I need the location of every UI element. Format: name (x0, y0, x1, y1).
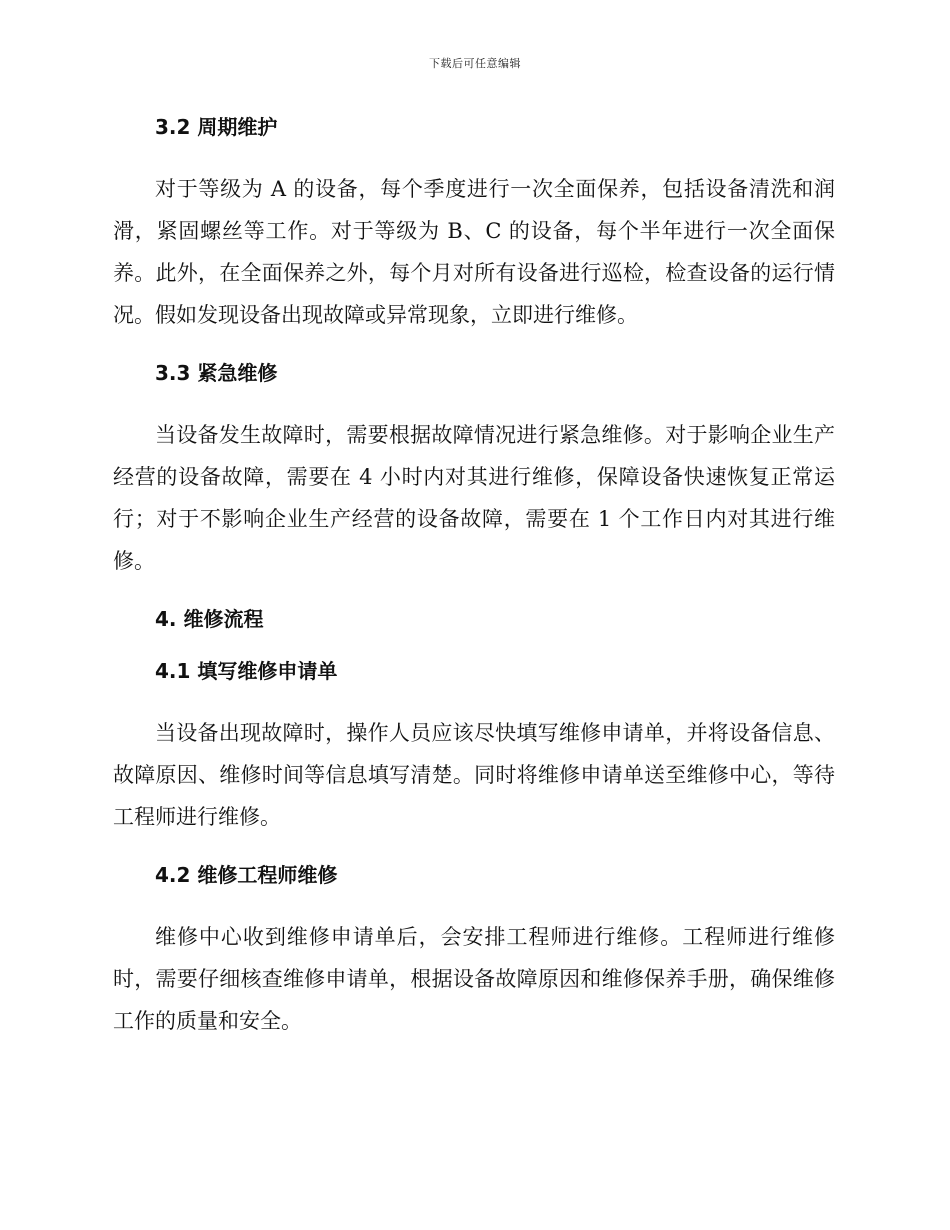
section-paragraph-3-2: 对于等级为 A 的设备，每个季度进行一次全面保养，包括设备清洗和润滑，紧固螺丝等工作。对于等级为 B、C 的设备，每个半年进行一次全面保养。此外，在全面保养之外，每个月对所有设备进行巡检，检查设备的运行情况。假如发现设备出现故障或异常现象，立即进行维修。 (113, 177, 835, 327)
section-paragraph-4-1: 当设备出现故障时，操作人员应该尽快填写维修申请单，并将设备信息、故障原因、维修时间等信息填写清楚。同时将维修申请单送至维修中心，等待工程师进行维修。 (113, 721, 835, 829)
section-heading-4: 4. 维修流程 (155, 607, 264, 631)
document-body (113, 112, 835, 1042)
header-note: 下载后可任意编辑 (429, 57, 521, 70)
section-paragraph-4-2: 维修中心收到维修申请单后，会安排工程师进行维修。工程师进行维修时，需要仔细核查维修申请单，根据设备故障原因和维修保养手册，确保维修工作的质量和安全。 (113, 925, 835, 1033)
section-paragraph-3-3: 当设备发生故障时，需要根据故障情况进行紧急维修。对于影响企业生产经营的设备故障，需要在 4 小时内对其进行维修，保障设备快速恢复正常运行；对于不影响企业生产经营的设备故障，需要在 1 个工作日内对其进行维修。 (113, 423, 835, 573)
section-heading-4-2: 4.2 维修工程师维修 (155, 863, 338, 887)
section-heading-4-1: 4.1 填写维修申请单 (155, 659, 338, 683)
section-heading-3-2: 3.2 周期维护 (155, 115, 278, 139)
section-heading-3-3: 3.3 紧急维修 (155, 361, 278, 385)
